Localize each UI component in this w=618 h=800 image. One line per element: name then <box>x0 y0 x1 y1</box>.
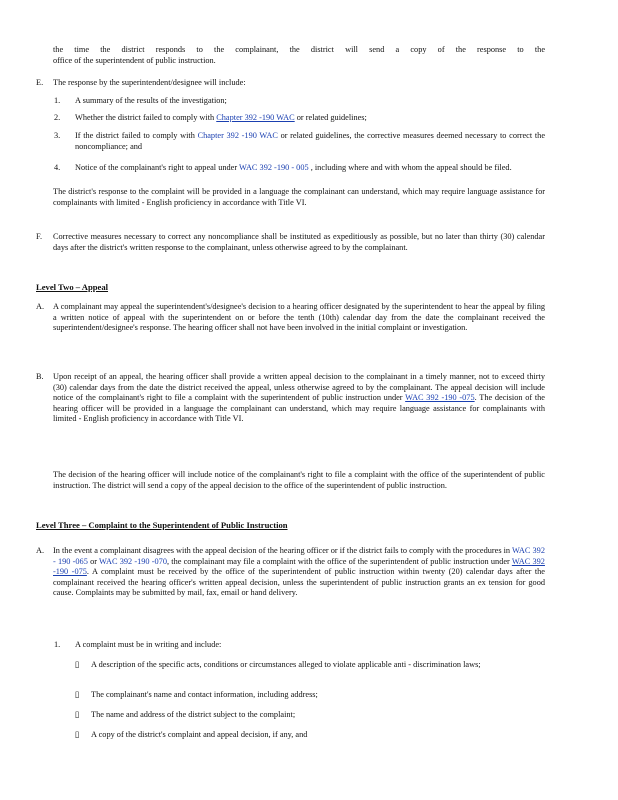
e-item-1-marker: 1. <box>54 96 61 105</box>
section-e-marker: E. <box>36 78 44 87</box>
e-item-2-pre: Whether the district failed to comply with <box>75 113 215 122</box>
e-item-3-pre: If the district failed to comply with <box>75 131 195 140</box>
level-two-b-text <box>53 372 545 425</box>
e-item-4-pre: Notice of the complainant's right to appeal under <box>75 163 238 172</box>
section-e-text: The response by the superintendent/designee will include: <box>53 78 246 87</box>
e-item-2-marker: 2. <box>54 113 61 122</box>
wac-392-190-065-link[interactable]: WAC 392 - 190 -065 <box>53 546 545 566</box>
chapter-392-190-wac-link[interactable]: Chapter 392 -190 WAC <box>216 113 295 122</box>
level-two-a-marker: A. <box>36 302 45 311</box>
e-item-1-text: A summary of the results of the investigation; <box>75 96 227 105</box>
level-two-b-copy-note: The decision of the hearing officer will include notice of the complainant's right to file a complaint with the office of the superintendent of public instruction. The district will send a copy of the appeal decision to the office of the superintendent of public instruction. <box>53 470 545 490</box>
bullet-icon: ▯ <box>75 730 80 739</box>
complaint-requirement-4: A copy of the district's complaint and appeal decision, if any, and <box>91 730 308 739</box>
complaint-requirement-3: The name and address of the district subject to the complaint; <box>91 710 296 719</box>
level-two-b-pre: Upon receipt of an appeal, the hearing officer shall provide a written appeal decision to the complainant in a timely manner, not to exceed thirty (30) calendar days from the date the district received the appeal, unless otherwise agreed to by the complainant. The appeal decision will include notice of the complainant's right to file a complaint with the superintendent of public instruction under <box>53 372 545 403</box>
level-two-b-post: . The decision of the hearing officer will be provided in a language the complainant can understand, which may require language assistance for complainants with limited - English proficiency in accordance with Title VI. <box>53 393 545 424</box>
e-item-4-marker: 4. <box>54 163 61 172</box>
e-item-4-post: , including where and with whom the appeal should be filed. <box>310 163 512 172</box>
level-three-a-or: or <box>90 556 97 566</box>
wac-392-190-075-link[interactable]: WAC 392 -190 -075 <box>405 393 475 403</box>
wac-392-190-070-link[interactable]: WAC 392 -190 -070 <box>99 556 167 566</box>
bullet-icon: ▯ <box>75 690 80 699</box>
level-three-a-mid: , the complainant may file a complaint with the office of the superintendent of public instruction under <box>166 556 510 566</box>
wac-392-190-075-link-2[interactable]: WAC 392 -190 -075 <box>53 556 545 577</box>
complaint-requirement-1: A description of the specific acts, conditions or circumstances alleged to violate applicable anti - discrimination laws; <box>91 660 481 669</box>
level-three-a-post: . A complaint must be received by the office of the superintendent of public instruction within twenty (20) calendar days after the complainant received the hearing officer's written appeal decision, unless the superintendent of public instruction grants an ex tension for good cause. Complaints may be submitted by mail, fax, email or hand delivery. <box>53 567 545 598</box>
e-item-3-post: or related guidelines, the corrective measures deemed necessary to correct the noncompliance; and <box>75 131 546 151</box>
level-three-a-pre: In the event a complainant disagrees with the appeal decision of the hearing officer or if the district fails to comply with the procedures in <box>53 546 511 555</box>
e-item-4-text <box>75 163 545 174</box>
level-two-b-marker: B. <box>36 372 44 381</box>
level-three-sub-1-marker: 1. <box>54 640 61 649</box>
section-f-text: Corrective measures necessary to correct any noncompliance shall be instituted as expeditiously as possible, but no later than thirty (30) calendar days after the district's written response to the complainant, unless otherwise agreed to by the complainant. <box>53 232 545 252</box>
complaint-requirement-2: The complainant's name and contact information, including address; <box>91 690 318 699</box>
level-two-a-text: A complainant may appeal the superintendent's/designee's decision to a hearing officer designated by the superintendent to hear the appeal by filing a written notice of appeal with the superintendent on or before the tenth (10th) calendar day from the date the complainant received the superintendent/designee's response. The hearing officer shall not have been involved in the initial complaint or investigation. <box>53 302 545 333</box>
e-item-3-text <box>75 131 545 152</box>
intro-paragraph <box>53 45 545 66</box>
bullet-icon: ▯ <box>75 710 80 719</box>
level-three-a-marker: A. <box>36 546 45 555</box>
wac-392-190-005-link[interactable]: WAC 392 -190 - 005 <box>239 163 309 172</box>
level-three-heading: Level Three – Complaint to the Superintendent of Public Instruction <box>36 520 288 530</box>
intro-line-1: the time the district responds to the complainant, the district will send a copy of the response to the <box>53 45 545 54</box>
e-item-2-post: or related guidelines; <box>296 113 367 122</box>
e-item-3-marker: 3. <box>54 131 61 140</box>
bullet-icon: ▯ <box>75 660 80 669</box>
section-f-marker: F. <box>36 232 43 241</box>
level-two-heading: Level Two – Appeal <box>36 282 109 292</box>
level-three-a-text <box>53 546 545 599</box>
e-item-2-text <box>75 113 545 124</box>
e-item-4-language-note: The district's response to the complaint will be provided in a language the complainant can understand, which may require language assistance for complainants with limited - English proficiency in accordance with Title VI. <box>53 187 545 207</box>
intro-line-2: office of the superintendent of public instruction. <box>53 55 216 65</box>
level-three-sub-1-text: A complaint must be in writing and include: <box>75 640 222 649</box>
chapter-392-190-wac-link-2[interactable]: Chapter 392 -190 WAC <box>197 131 278 140</box>
